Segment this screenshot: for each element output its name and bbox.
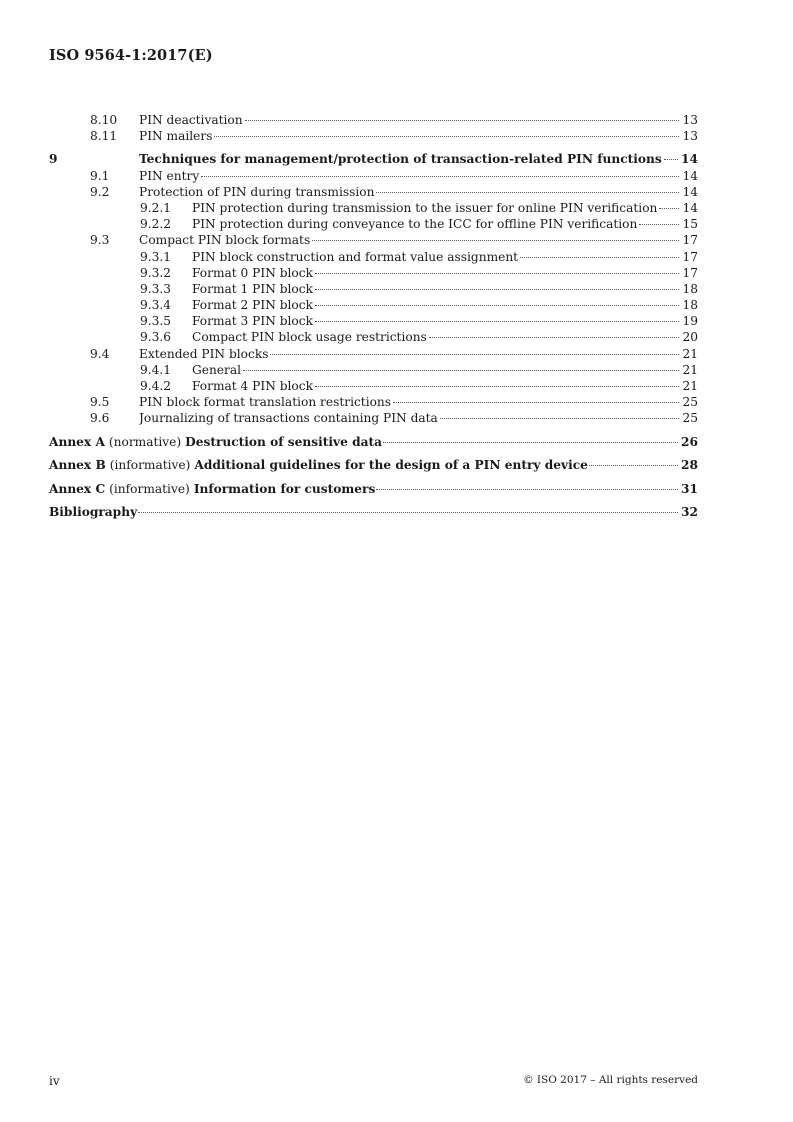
annex-type: (informative) — [109, 481, 190, 496]
dot-leader — [383, 442, 678, 443]
toc-entry-9[interactable] — [49, 151, 698, 167]
toc-entry-page: 18 — [682, 281, 698, 296]
toc-entry-page: 20 — [682, 330, 698, 345]
dot-leader — [315, 273, 680, 274]
copyright-notice: © ISO 2017 – All rights reserved — [523, 1074, 698, 1086]
document-id: ISO 9564-1:2017(E) — [49, 47, 213, 64]
toc-entry-number: 9.6 — [90, 411, 110, 426]
toc-entry-9-3-6[interactable] — [49, 329, 698, 345]
toc-entry-title: Journalizing of transactions containing PIN data — [139, 411, 438, 426]
dot-leader — [393, 402, 679, 403]
toc-entry-9-3[interactable] — [49, 232, 698, 248]
annex-title: Additional guidelines for the design of a PIN entry device — [194, 458, 588, 473]
toc-annex-b[interactable] — [49, 457, 698, 473]
annex-label: Annex A — [49, 434, 105, 449]
toc-entry-title: Format 2 PIN block — [192, 298, 313, 313]
toc-entry-9-6[interactable] — [49, 410, 698, 426]
toc-entry-title: PIN mailers — [139, 129, 213, 144]
toc-bibliography[interactable] — [49, 504, 698, 520]
annex-page: 28 — [681, 458, 698, 473]
table-of-contents — [49, 112, 698, 521]
toc-entry-title: PIN protection during conveyance to the ICC for offline PIN verification — [192, 217, 638, 232]
toc-entry-title: Compact PIN block usage restrictions — [192, 330, 427, 345]
toc-entry-page: 14 — [682, 168, 698, 183]
dot-leader — [429, 337, 680, 338]
dot-leader — [245, 120, 680, 121]
annex-page: 31 — [681, 481, 698, 496]
annex-title: Information for customers — [193, 481, 376, 496]
toc-entry-9-2-1[interactable] — [49, 200, 698, 216]
dot-leader — [639, 224, 679, 225]
dot-leader — [520, 257, 679, 258]
toc-entry-8-10[interactable] — [49, 112, 698, 128]
dot-leader — [376, 489, 678, 490]
toc-entry-9-3-4[interactable] — [49, 297, 698, 313]
bibliography-title: Bibliography — [49, 505, 138, 520]
toc-entry-title: PIN protection during transmission to the issuer for online PIN verification — [192, 200, 658, 215]
toc-entry-8-11[interactable] — [49, 128, 698, 144]
toc-entry-title: Compact PIN block formats — [139, 233, 311, 248]
toc-entry-9-4-1[interactable] — [49, 362, 698, 378]
dot-leader — [440, 418, 680, 419]
dot-leader — [315, 305, 680, 306]
toc-entry-title: PIN block construction and format value assignment — [192, 249, 519, 264]
toc-entry-title: Protection of PIN during transmission — [139, 184, 375, 199]
dot-leader — [315, 386, 680, 387]
toc-entry-page: 21 — [682, 346, 698, 361]
toc-entry-9-2[interactable] — [49, 184, 698, 200]
toc-annex-a[interactable] — [49, 434, 698, 450]
dot-leader — [659, 208, 679, 209]
dot-leader — [138, 512, 678, 513]
toc-entry-page: 25 — [682, 395, 698, 410]
toc-entry-page: 19 — [682, 314, 698, 329]
toc-entry-9-4[interactable] — [49, 346, 698, 362]
toc-entry-title: PIN block format translation restrictions — [139, 395, 392, 410]
toc-entry-number: 9.3.2 — [140, 265, 172, 280]
toc-entry-title: PIN entry — [139, 168, 200, 183]
annex-label: Annex B — [49, 458, 106, 473]
toc-entry-page: 17 — [682, 265, 698, 280]
annex-type: (normative) — [108, 434, 182, 449]
toc-entry-number: 9 — [49, 152, 58, 167]
toc-entry-title: Format 3 PIN block — [192, 314, 313, 329]
toc-entry-number: 9.2 — [90, 184, 110, 199]
dot-leader — [664, 159, 678, 160]
toc-entry-page: 17 — [682, 249, 698, 264]
page-number: iv — [49, 1074, 60, 1088]
dot-leader — [376, 192, 679, 193]
toc-entry-page: 14 — [681, 152, 698, 167]
toc-entry-9-1[interactable] — [49, 168, 698, 184]
toc-entry-9-3-2[interactable] — [49, 265, 698, 281]
toc-entry-number: 9.5 — [90, 395, 110, 410]
toc-entry-number: 9.3 — [90, 233, 110, 248]
dot-leader — [589, 465, 678, 466]
dot-leader — [201, 176, 679, 177]
toc-entry-number: 8.11 — [90, 129, 118, 144]
annex-label: Annex C — [49, 481, 106, 496]
toc-entry-page: 21 — [682, 379, 698, 393]
toc-entry-9-4-2[interactable] — [49, 378, 698, 394]
toc-entry-9-3-5[interactable] — [49, 313, 698, 329]
toc-entry-title: General — [192, 362, 241, 377]
dot-leader — [214, 136, 679, 137]
toc-entry-title: Extended PIN blocks — [139, 346, 269, 361]
bibliography-page: 32 — [681, 505, 698, 520]
toc-entry-number: 9.4.1 — [140, 362, 172, 377]
dot-leader — [312, 240, 679, 241]
toc-entry-9-2-2[interactable] — [49, 216, 698, 232]
dot-leader — [315, 289, 680, 290]
toc-entry-title: PIN deactivation — [139, 113, 243, 127]
toc-entry-page: 14 — [682, 200, 698, 215]
toc-entry-number: 9.4 — [90, 346, 110, 361]
toc-entry-number: 9.3.5 — [140, 314, 172, 329]
annex-page: 26 — [681, 434, 698, 449]
annex-type: (informative) — [109, 458, 191, 473]
toc-entry-page: 13 — [682, 113, 698, 127]
annex-title: Destruction of sensitive data — [185, 434, 383, 449]
dot-leader — [315, 321, 680, 322]
toc-entry-page: 21 — [682, 362, 698, 377]
toc-entry-page: 18 — [682, 298, 698, 313]
dot-leader — [270, 354, 679, 355]
toc-entry-9-5[interactable] — [49, 394, 698, 410]
toc-entry-9-3-1[interactable] — [49, 249, 698, 265]
toc-entry-number: 9.4.2 — [140, 379, 172, 393]
toc-entry-number: 9.2.1 — [140, 200, 172, 215]
toc-entry-title: Techniques for management/protection of transaction-related PIN functions — [139, 152, 662, 167]
toc-entry-number: 9.1 — [90, 168, 110, 183]
toc-annex-c[interactable] — [49, 481, 698, 497]
toc-entry-number: 8.10 — [90, 113, 118, 127]
toc-entry-page: 14 — [682, 184, 698, 199]
toc-entry-page: 17 — [682, 233, 698, 248]
toc-entry-9-3-3[interactable] — [49, 281, 698, 297]
toc-entry-number: 9.2.2 — [140, 217, 172, 232]
toc-entry-title: Format 4 PIN block — [192, 379, 313, 393]
toc-entry-title: Format 1 PIN block — [192, 281, 313, 296]
toc-entry-page: 13 — [682, 129, 698, 144]
toc-entry-number: 9.3.6 — [140, 330, 172, 345]
dot-leader — [243, 370, 679, 371]
toc-entry-page: 25 — [682, 411, 698, 426]
toc-entry-title: Format 0 PIN block — [192, 265, 313, 280]
toc-entry-page: 15 — [682, 217, 698, 232]
toc-entry-number: 9.3.4 — [140, 298, 172, 313]
toc-entry-number: 9.3.1 — [140, 249, 172, 264]
toc-entry-number: 9.3.3 — [140, 281, 172, 296]
